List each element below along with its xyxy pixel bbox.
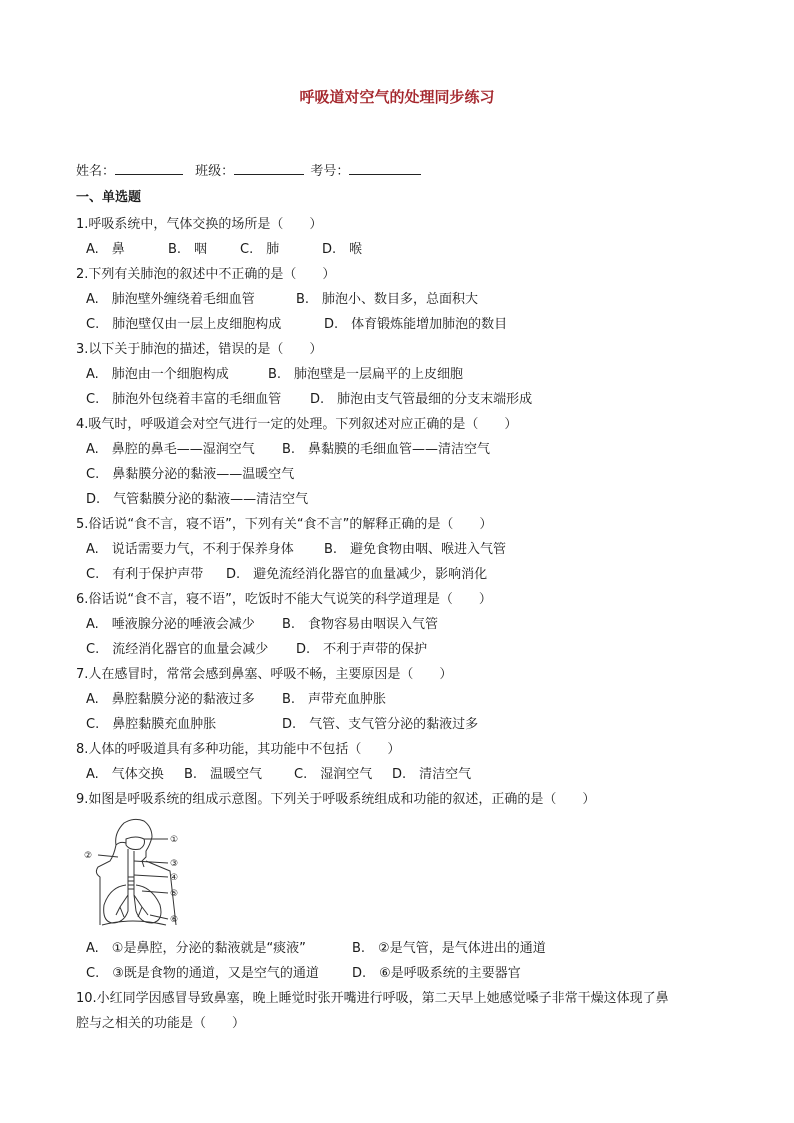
option-b[interactable]: B. 咽 <box>168 242 208 257</box>
option-c[interactable]: C. 流经消化器官的血量会减少 <box>86 642 269 657</box>
option-b[interactable]: B. 温暖空气 <box>184 767 263 782</box>
figure-label-2: ② <box>84 851 93 861</box>
option-a[interactable]: A. ①是鼻腔，分泌的黏液就是“痰液” <box>86 941 306 956</box>
option-d[interactable]: D. 体育锻炼能增加肺泡的数目 <box>324 317 508 332</box>
option-a[interactable]: A. 鼻腔黏膜分泌的黏液过多 <box>86 692 255 707</box>
option-d[interactable]: D. 气管黏膜分泌的黏液——清洁空气 <box>86 492 309 507</box>
question-stem: 6.俗话说“食不言，寝不语”，吃饭时不能大气说笑的科学道理是（ ） <box>76 592 492 607</box>
option-a[interactable]: A. 气体交换 <box>86 767 164 782</box>
option-d[interactable]: D. 气管、支气管分泌的黏液过多 <box>282 717 479 732</box>
option-b[interactable]: B. 食物容易由咽误入气管 <box>282 617 439 632</box>
option-c[interactable]: C. 肺泡外包绕着丰富的毛细血管 <box>86 392 282 407</box>
option-d[interactable]: D. 避免流经消化器官的血量减少，影响消化 <box>226 567 488 582</box>
option-a[interactable]: A. 唾液腺分泌的唾液会减少 <box>86 617 255 632</box>
option-c[interactable]: C. ③既是食物的通道，又是空气的通道 <box>86 966 319 981</box>
option-d[interactable]: D. 喉 <box>322 242 363 257</box>
option-d[interactable]: D. 不利于声带的保护 <box>296 642 428 657</box>
name-label: 姓名： <box>76 164 116 179</box>
option-a[interactable]: A. 肺泡由一个细胞构成 <box>86 367 229 382</box>
question-stem: 8.人体的呼吸道具有多种功能，其功能中不包括（ ） <box>76 742 401 757</box>
option-b[interactable]: B. 肺泡小、数目多，总面积大 <box>296 292 479 307</box>
option-b[interactable]: B. 避免食物由咽、喉进入气管 <box>324 542 507 557</box>
respiratory-system-diagram <box>80 815 190 933</box>
student-info-row <box>76 160 421 179</box>
figure-label-1: ① <box>170 835 179 845</box>
question-stem: 9.如图是呼吸系统的组成示意图。下列关于呼吸系统组成和功能的叙述，正确的是（ ） <box>76 792 596 807</box>
question-stem: 4.吸气时，呼吸道会对空气进行一定的处理。下列叙述对应正确的是（ ） <box>76 417 518 432</box>
question-stem: 10.小红同学因感冒导致鼻塞，晚上睡觉时张开嘴进行呼吸，第二天早上她感觉嗓子非常干燥这体现了鼻 <box>76 991 669 1006</box>
option-a[interactable]: A. 说话需要力气，不利于保养身体 <box>86 542 294 557</box>
option-a[interactable]: A. 肺泡壁外缠绕着毛细血管 <box>86 292 255 307</box>
option-c[interactable]: C. 鼻黏膜分泌的黏液——温暖空气 <box>86 467 295 482</box>
figure-label-3: ③ <box>170 859 179 869</box>
question-stem: 1.呼吸系统中，气体交换的场所是（ ） <box>76 217 323 232</box>
option-d[interactable]: D. ⑥是呼吸系统的主要器官 <box>352 966 521 981</box>
option-d[interactable]: D. 清洁空气 <box>392 767 472 782</box>
option-c[interactable]: C. 肺 <box>240 242 280 257</box>
option-b[interactable]: B. ②是气管，是气体进出的通道 <box>352 941 546 956</box>
option-c[interactable]: C. 湿润空气 <box>294 767 373 782</box>
option-b[interactable]: B. 肺泡壁是一层扁平的上皮细胞 <box>268 367 464 382</box>
class-label: 班级： <box>195 164 235 179</box>
option-a[interactable]: A. 鼻 <box>86 242 125 257</box>
class-blank[interactable] <box>234 162 304 175</box>
option-a[interactable]: A. 鼻腔的鼻毛——湿润空气 <box>86 442 255 457</box>
option-b[interactable]: B. 声带充血肿胀 <box>282 692 387 707</box>
exam-blank[interactable] <box>349 162 421 175</box>
option-d[interactable]: D. 肺泡由支气管最细的分支末端形成 <box>310 392 533 407</box>
question-stem-continued: 腔与之相关的功能是（ ） <box>76 1016 246 1031</box>
question-stem: 2.下列有关肺泡的叙述中不正确的是（ ） <box>76 267 336 282</box>
option-b[interactable]: B. 鼻黏膜的毛细血管——清洁空气 <box>282 442 491 457</box>
section-heading: 一、单选题 <box>76 190 142 205</box>
figure-label-4: ④ <box>170 873 179 883</box>
figure-label-6: ⑥ <box>170 915 179 925</box>
page-title: 呼吸道对空气的处理同步练习 <box>299 88 495 106</box>
option-c[interactable]: C. 有利于保护声带 <box>86 567 204 582</box>
option-c[interactable]: C. 肺泡壁仅由一层上皮细胞构成 <box>86 317 282 332</box>
question-stem: 3.以下关于肺泡的描述，错误的是（ ） <box>76 342 323 357</box>
exam-label: 考号： <box>310 164 350 179</box>
figure-label-5: ⑤ <box>170 889 179 899</box>
option-c[interactable]: C. 鼻腔黏膜充血肿胀 <box>86 717 217 732</box>
name-blank[interactable] <box>115 162 183 175</box>
question-stem: 5.俗话说“食不言，寝不语”，下列有关“食不言”的解释正确的是（ ） <box>76 517 493 532</box>
question-stem: 7.人在感冒时，常常会感到鼻塞、呼吸不畅，主要原因是（ ） <box>76 667 453 682</box>
